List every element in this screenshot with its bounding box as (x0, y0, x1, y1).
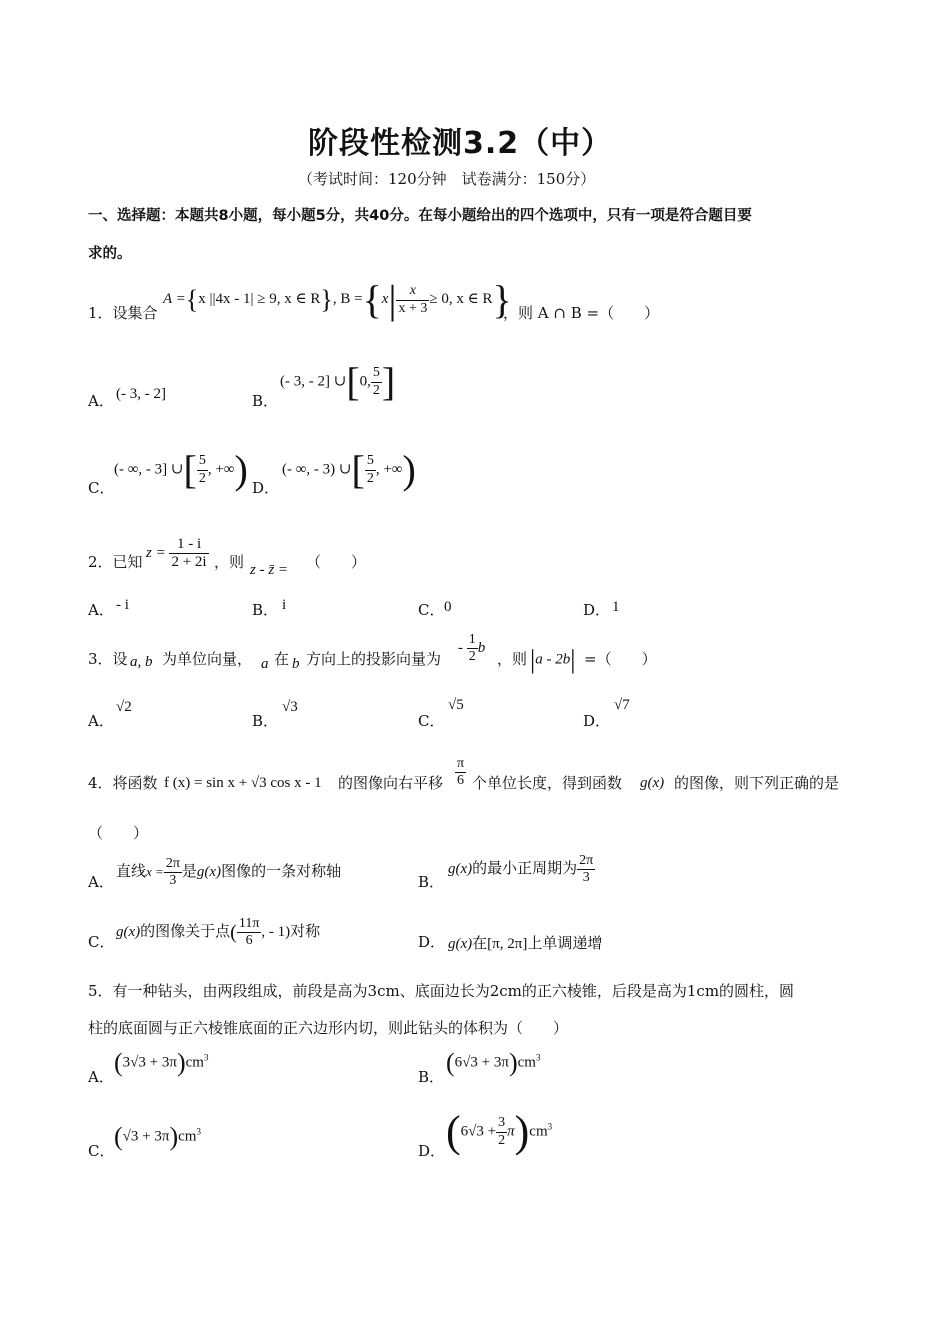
q3-text2: 在 (274, 650, 290, 668)
q3-option-b-label[interactable]: B． (252, 712, 279, 730)
q3-text4: ，则 (497, 650, 528, 668)
q4-line2: （ ） (88, 824, 149, 842)
q2-option-d-label[interactable]: D． (583, 601, 611, 619)
q5-option-b-label[interactable]: B． (418, 1068, 445, 1086)
q1-set-a: A ={x ||4x - 1| ≥ 9, x ∈ R}, B ={x| $\frac{x}{x + 3}$ ≥ 0, x ∈ R} (163, 277, 512, 322)
q4-option-d-label[interactable]: D． (418, 933, 446, 951)
q1-option-d-label[interactable]: D． (252, 479, 280, 497)
q4-text3: 的图像，则下列正确的是 (674, 774, 840, 792)
q4-option-a[interactable]: 直线x = $\frac{2\pi}{3}$ 是g(x)图像的一条对称轴 (116, 856, 342, 889)
q3-option-a-label[interactable]: A． (88, 712, 114, 730)
q5-option-a[interactable]: $(3√3 + 3\pi)cm^3$ (114, 1048, 209, 1077)
q3-option-c-label[interactable]: C． (418, 712, 445, 730)
q5-line1: 5．有一种钻头，由两段组成，前段是高为3cm、底面边长为2cm的正六棱锥，后段是高为1cm的圆柱，圆 (88, 982, 795, 1000)
q4-function: f (x) = sin x + √3 cos x - 1 (164, 775, 322, 791)
q3-text1: 为单位向量， (162, 650, 253, 668)
q4-option-b-label[interactable]: B． (418, 873, 445, 891)
q5-option-c[interactable]: $(√3 + 3\pi)cm^3$ (114, 1122, 201, 1151)
q1-prefix: 1．设集合 (88, 304, 158, 322)
q3-norm: |a - 2b| (530, 645, 576, 674)
q4-shift: $\frac{\pi}{6}$ (457, 756, 465, 789)
q1-a-label: A = (163, 291, 186, 308)
q2-option-d[interactable]: 1 (612, 599, 620, 615)
q3-vars: a, b (130, 654, 153, 670)
q3-suffix: =（ ） (584, 650, 657, 668)
q2-suffix: （ ） (306, 553, 367, 571)
q1-option-d[interactable]: (- ∞, - 3) ∪[ $\frac{5}{2}$ , +∞) (282, 447, 416, 492)
exam-info: （考试时间：120分钟 试卷满分：150分） (298, 170, 596, 188)
q4-option-b[interactable]: g(x)的最小正周期为 $\frac{2\pi}{3}$ (448, 853, 594, 886)
q2-option-a[interactable]: - i (116, 597, 129, 613)
q2-mid: ，则 (214, 553, 245, 571)
q1-option-c[interactable]: (- ∞, - 3] ∪[ $\frac{5}{2}$ , +∞) (114, 447, 248, 492)
q3-option-a[interactable]: √2 (116, 699, 132, 715)
q3-option-d[interactable]: √7 (614, 697, 630, 713)
q2-option-b-label[interactable]: B． (252, 601, 279, 619)
q3-prefix: 3．设 (88, 650, 128, 668)
section-header-line2: 求的。 (88, 246, 132, 262)
q3-vec-b: b (292, 656, 300, 672)
q1-b-fraction: $\frac{x}{x + 3}$ (398, 283, 428, 316)
section-header-line1: 一、选择题：本题共8小题，每小题5分，共40分。在每小题给出的四个选项中，只有一项是符合题目要 (88, 208, 752, 224)
q3-text3: 方向上的投影向量为 (306, 650, 442, 668)
q4-option-d[interactable]: g(x)在[π, 2π]上单调递增 (448, 936, 603, 952)
q4-g: g(x) (640, 775, 665, 791)
q5-option-b[interactable]: $(6√3 + 3\pi)cm^3$ (446, 1048, 541, 1077)
q2-option-c-label[interactable]: C． (418, 601, 445, 619)
q3-option-c[interactable]: √5 (448, 697, 464, 713)
q4-text1: 的图像向右平移 (338, 774, 444, 792)
q2-option-a-label[interactable]: A． (88, 601, 114, 619)
q2-option-c[interactable]: 0 (444, 599, 452, 615)
q4-option-a-label[interactable]: A． (88, 873, 114, 891)
q1-b-condition: ≥ 0, x ∈ R (429, 291, 493, 308)
q2-option-b[interactable]: i (282, 597, 287, 613)
q1-b-label: , B = (332, 291, 363, 308)
q2-expr: z - z̄ = (250, 562, 289, 578)
page-title: 阶段性检测3.2（中） (308, 126, 613, 161)
q1-option-b-label[interactable]: B． (252, 392, 279, 410)
q5-option-d-label[interactable]: D． (418, 1142, 446, 1160)
q5-option-a-label[interactable]: A． (88, 1068, 114, 1086)
q4-option-c-label[interactable]: C． (88, 933, 115, 951)
q1-suffix: ，则 A ∩ B =（ ） (503, 304, 660, 322)
q5-option-c-label[interactable]: C． (88, 1142, 115, 1160)
q4-prefix: 4．将函数 (88, 774, 158, 792)
q2-prefix: 2．已知 (88, 553, 143, 571)
q2-z-def: z = $\frac{1 - i}{2 + 2i}$ (146, 536, 207, 571)
q4-option-c[interactable]: g(x)的图像关于点( $\frac{11\pi}{6}$ , - 1)对称 (116, 916, 321, 949)
q5-line2: 柱的底面圆与正六棱锥底面的正六边形内切，则此钻头的体积为（ ） (88, 1019, 569, 1037)
q1-option-a[interactable]: (- 3, - 2] (116, 386, 166, 402)
q1-a-set: x ||4x - 1| ≥ 9, x ∈ R (198, 291, 321, 308)
q3-option-d-label[interactable]: D． (583, 712, 611, 730)
q4-text2: 个单位长度，得到函数 (472, 774, 623, 792)
q3-projection: - $\frac{1}{2}$ b (458, 632, 486, 665)
q3-vec-a: a (261, 656, 269, 672)
q1-option-a-label[interactable]: A． (88, 392, 114, 410)
q3-option-b[interactable]: √3 (282, 699, 298, 715)
q5-option-d[interactable]: (6√3 + $\frac{3}{2}$ $\pi)cm^3$ (446, 1107, 553, 1156)
q1-option-b[interactable]: (- 3, - 2] ∪[0, $\frac{5}{2}$ ] (280, 359, 396, 404)
q1-b-var: x (381, 291, 389, 308)
q1-option-c-label[interactable]: C． (88, 479, 115, 497)
